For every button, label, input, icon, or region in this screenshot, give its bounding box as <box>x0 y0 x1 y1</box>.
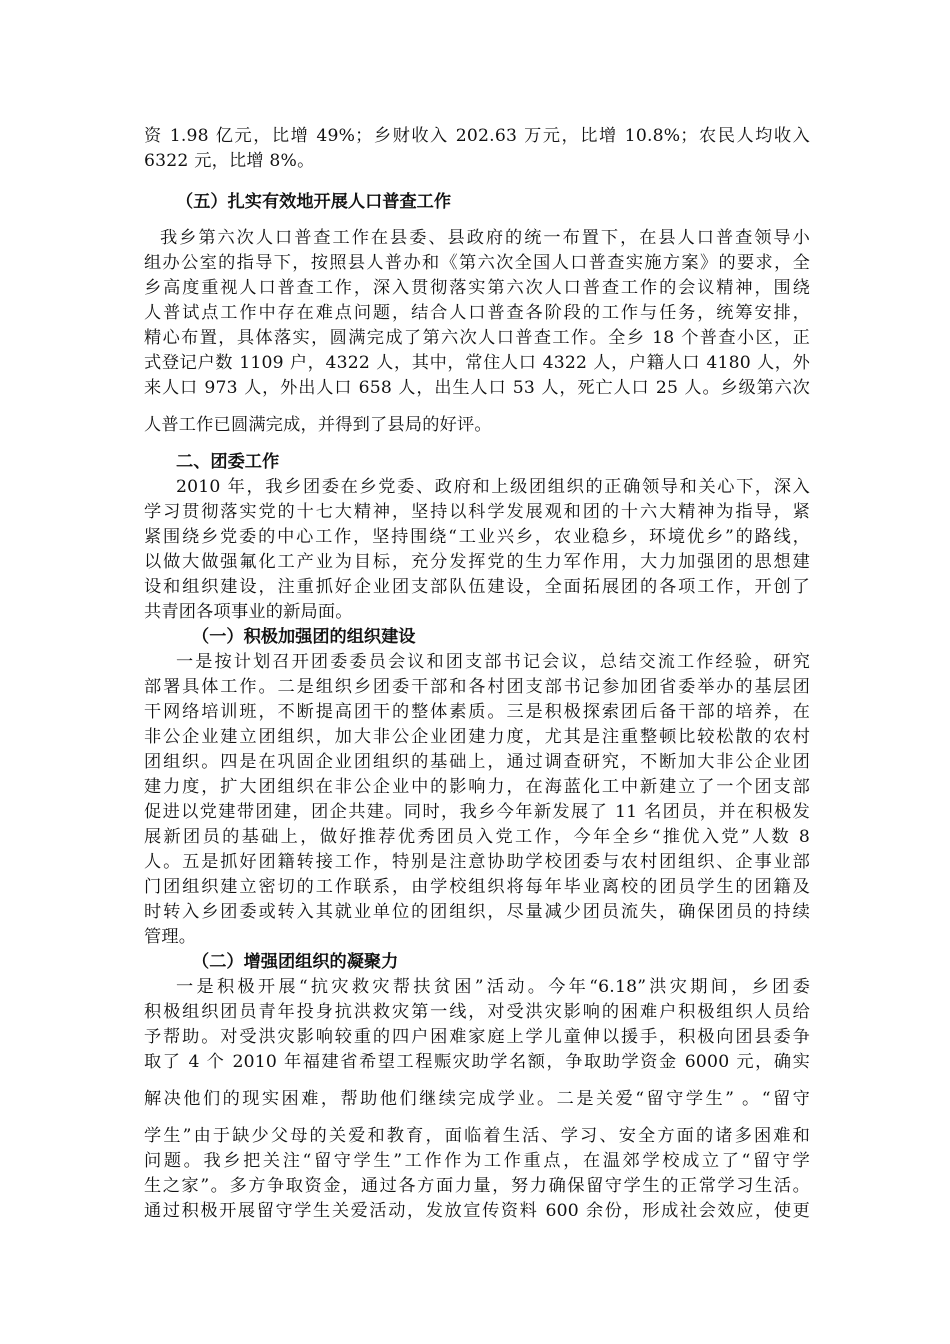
paragraph-line: 学生”由于缺少父母的关爱和教育，面临着生活、学习、安全方面的诸多困难和 <box>144 1126 810 1146</box>
paragraph-line: 设和组织建设，注重抓好企业团支部队伍建设，全面拓展团的各项工作，开创了 <box>144 577 810 597</box>
section-heading: 二、团委工作 <box>176 452 280 472</box>
paragraph-line: 组办公室的指导下，按照县人普办和《第六次全国人口普查实施方案》的要求，全 <box>144 253 810 273</box>
section-heading: （二）增强团组织的凝聚力 <box>192 952 399 972</box>
paragraph-line: 乡高度重视人口普查工作，深入贯彻落实第六次人口普查工作的会议精神，围绕 <box>144 278 810 298</box>
paragraph-line: 资 1.98 亿元，比增 49%；乡财收入 202.63 万元，比增 10.8%；农民人均收入 <box>144 126 810 146</box>
paragraph-line: 取了 4 个 2010 年福建省希望工程赈灾助学名额，争取助学资金 6000 元，确实 <box>144 1052 810 1072</box>
paragraph-line: 精心布置，具体落实，圆满完成了第六次人口普查工作。全乡 18 个普查小区，正 <box>144 328 810 348</box>
paragraph-line: 人。五是抓好团籍转接工作，特别是注意协助学校团委与农村团组织、企事业部 <box>144 852 810 872</box>
paragraph-line: 促进以党建带团建，团企共建。同时，我乡今年新发展了 11 名团员，并在积极发 <box>144 802 810 822</box>
section-heading: （五）扎实有效地开展人口普查工作 <box>176 192 452 212</box>
paragraph-line: 管理。 <box>144 927 197 947</box>
paragraph-line: 共青团各项事业的新局面。 <box>144 602 353 622</box>
paragraph-line: 团组织。四是在巩固企业团组织的基础上，通过调查研究，不断加大非公企业团 <box>144 752 810 772</box>
paragraph-line: 予帮助。对受洪灾影响较重的四户困难家庭上学儿童伸以援手，积极向团县委争 <box>144 1027 810 1047</box>
paragraph-line: 建力度，扩大团组织在非公企业中的影响力，在海蓝化工中新建立了一个团支部 <box>144 777 810 797</box>
paragraph-line: 解决他们的现实困难，帮助他们继续完成学业。二是关爱“留守学生” 。“留守 <box>144 1089 810 1109</box>
paragraph-line: 干网络培训班，不断提高团干的整体素质。三是积极探索团后备干部的培养，在 <box>144 702 810 722</box>
paragraph-line: 非公企业建立团组织，加大非公企业团建力度，尤其是注重整顿比较松散的农村 <box>144 727 810 747</box>
paragraph-line: 以做大做强氟化工产业为目标，充分发挥党的生力军作用，大力加强团的思想建 <box>144 552 810 572</box>
paragraph-line: 展新团员的基础上，做好推荐优秀团员入党工作，今年全乡“推优入党”人数 8 <box>144 827 810 847</box>
paragraph-line: 一是按计划召开团委委员会议和团支部书记会议，总结交流工作经验，研究 <box>176 652 810 672</box>
paragraph-line: 人普试点工作中存在难点问题，结合人口普查各阶段的工作与任务，统筹安排， <box>144 303 810 323</box>
paragraph-line: 2010 年，我乡团委在乡党委、政府和上级团组织的正确领导和关心下，深入 <box>176 477 810 497</box>
paragraph-line: 一是积极开展“抗灾救灾帮扶贫困”活动。今年“6.18”洪灾期间，乡团委 <box>176 977 810 997</box>
section-heading: （一）积极加强团的组织建设 <box>192 627 416 647</box>
paragraph-line: 生之家”。多方争取资金，通过各方面力量，努力确保留守学生的正常学习生活。 <box>144 1176 810 1196</box>
paragraph-line: 问题。我乡把关注“留守学生”工作作为工作重点，在温郊学校成立了“留守学 <box>144 1151 810 1171</box>
paragraph-line: 学习贯彻落实党的十七大精神，坚持以科学发展观和团的十六大精神为指导，紧 <box>144 502 810 522</box>
paragraph-line: 紧围绕乡党委的中心工作，坚持围绕“工业兴乡，农业稳乡，环境优乡”的路线， <box>144 527 810 547</box>
paragraph-line: 人普工作已圆满完成，并得到了县局的好评。 <box>144 415 492 435</box>
paragraph-line: 通过积极开展留守学生关爱活动，发放宣传资料 600 余份，形成社会效应，使更 <box>144 1201 810 1221</box>
paragraph-line: 时转入乡团委或转入其就业单位的团组织，尽量减少团员流失，确保团员的持续 <box>144 902 810 922</box>
paragraph-line: 门团组织建立密切的工作联系，由学校组织将每年毕业离校的团员学生的团籍及 <box>144 877 810 897</box>
paragraph-line: 6322 元，比增 8%。 <box>144 151 315 171</box>
paragraph-line: 我乡第六次人口普查工作在县委、县政府的统一布置下，在县人口普查领导小 <box>160 228 810 248</box>
paragraph-line: 式登记户数 1109 户，4322 人，其中，常住人口 4322 人，户籍人口 4180 人，外 <box>144 353 810 373</box>
paragraph-line: 积极组织团员青年投身抗洪救灾第一线，对受洪灾影响的困难户积极组织人员给 <box>144 1002 810 1022</box>
paragraph-line: 部署具体工作。二是组织乡团委干部和各村团支部书记参加团省委举办的基层团 <box>144 677 810 697</box>
paragraph-line: 来人口 973 人，外出人口 658 人，出生人口 53 人，死亡人口 25 人。乡级第六次 <box>144 378 810 398</box>
